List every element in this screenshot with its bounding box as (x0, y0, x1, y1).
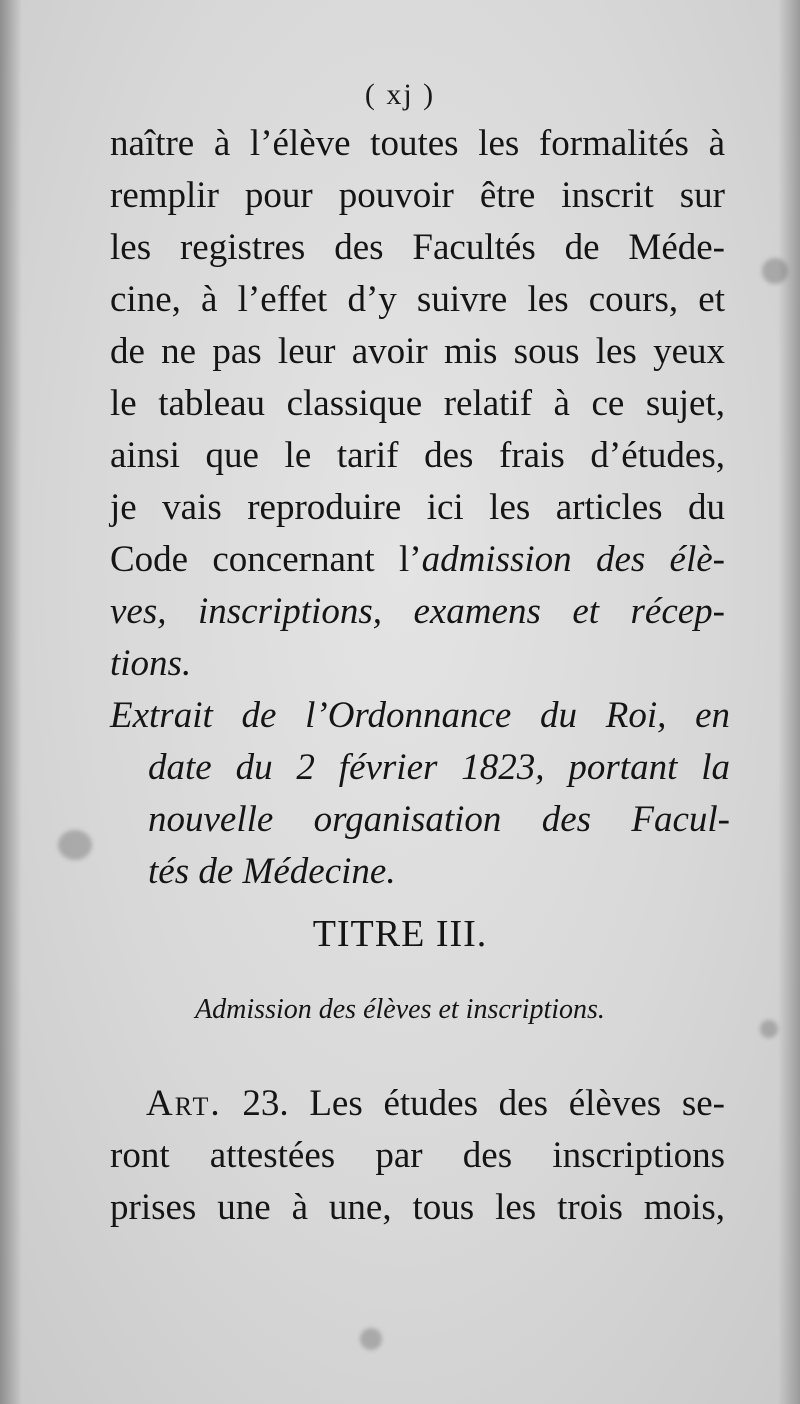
paper-stain (762, 258, 788, 284)
intro-paragraph (110, 118, 725, 690)
text-segment: 23. Les études des élèves se- (242, 1083, 726, 1124)
article-label: Art. (146, 1083, 222, 1124)
text-line (110, 534, 725, 586)
text-line: de ne pas leur avoir mis sous les yeux (110, 331, 725, 372)
text-line: Extrait de l’Ordonnance du Roi, en (110, 695, 730, 736)
text-line: cine, à l’effet d’y suivre les cours, et (110, 279, 725, 320)
text-line: remplir pour pouvoir être inscrit sur (110, 175, 725, 216)
text-line (110, 1078, 725, 1130)
text-line: ront attestées par des inscriptions (110, 1135, 725, 1176)
text-line: prises une à une, tous les trois mois, (110, 1187, 725, 1228)
italic-text-segment: admission des élè- (421, 539, 725, 580)
text-line: date du 2 février 1823, portant la (148, 747, 730, 788)
text-line: naître à l’élève toutes les formalités à (110, 123, 725, 164)
text-line: les registres des Facultés de Méde- (110, 227, 725, 268)
text-line: ves, inscriptions, examens et récep- (110, 591, 725, 632)
text-segment: Code concernant l’ (110, 539, 422, 580)
text-line: tions. (110, 643, 192, 684)
paper-stain (360, 1328, 382, 1350)
text-line: je vais reproduire ici les articles du (110, 487, 725, 528)
ordinance-extract (110, 690, 730, 898)
article-paragraph (110, 1078, 725, 1234)
page-number: ( xj ) (364, 78, 436, 111)
text-line: nouvelle organisation des Facul- (148, 799, 730, 840)
left-page-edge-shadow (0, 0, 22, 1404)
text-line: tés de Médecine. (148, 851, 396, 892)
text-line: ainsi que le tarif des frais d’études, (110, 435, 725, 476)
paper-stain (58, 830, 92, 860)
text-line: le tableau classique relatif à ce sujet, (110, 383, 725, 424)
right-page-edge-shadow (778, 0, 800, 1404)
section-heading: TITRE III. (312, 913, 488, 955)
section-subtitle: Admission des élèves et inscriptions. (195, 994, 605, 1025)
